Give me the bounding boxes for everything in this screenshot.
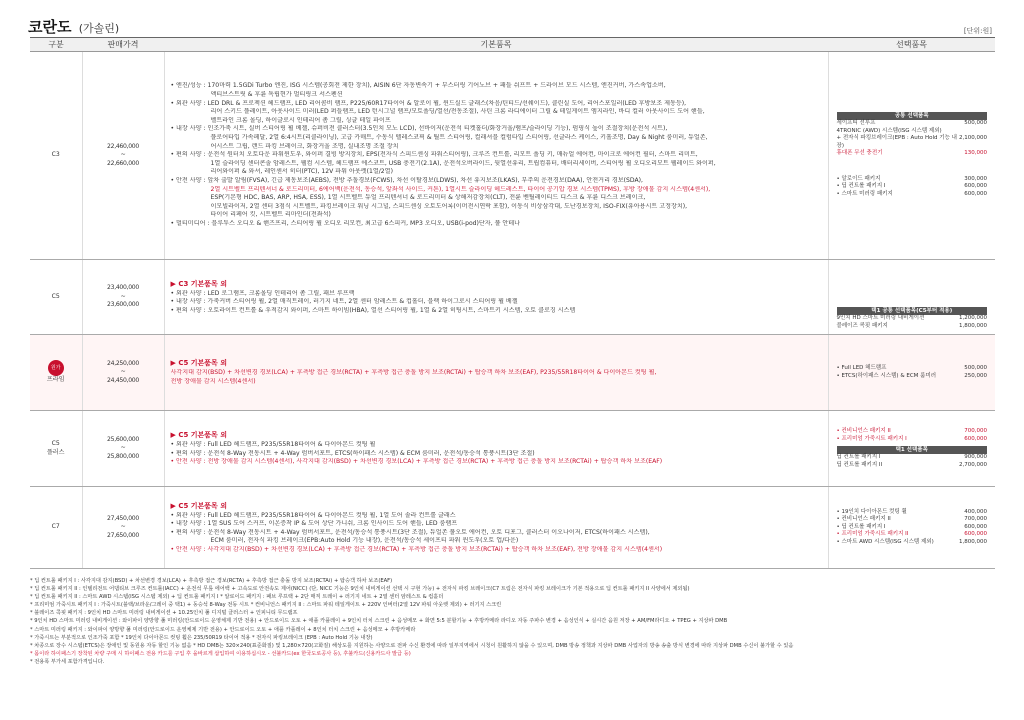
- basic-line: 벨트라인 크롬 몰딩, 하이글로시 인테리어 좀 그릴, 싱글 테일 파이프: [210, 116, 391, 124]
- basic-section-head: ▶ C5 기본품목 외: [170, 359, 228, 368]
- basic-line: 타이어 리페어 킷, 시트벨트 리마인더(전좌석): [210, 211, 331, 219]
- price-high: 22,660,000: [107, 159, 139, 167]
- select-one-box: [837, 307, 988, 330]
- footnote: * 가죽시트는 부분적으로 인조가죽 포함 * 19인치 다이아몬드 컷팅 휠은 235/50R19 타이어 적용 * 전자식 파킹브레이크 (EPB : Auto Hold 기능 내장): [30, 634, 373, 641]
- option-line: • 프리미엄 가죽시트 패키지 II 600,000: [836, 531, 987, 538]
- footnote: * 9인치 HD 스마트 미러링 내비게이션 : 와이파이 양방향 풀 미러링(안드로이드 운영체제 기반 전용) + 안드로이드 오토 + 애플 카플레이 + 9인치 터치 스크린 + 음성메모 + 화면 5:5 분할기능 + 후방카메라 라디오 자동 주파수 변경 + 음성인식 + 실시간 음원 저장 + AM/FM라디오 + TPEG + 지상파 DMB: [30, 618, 728, 625]
- price-low: 27,450,000: [107, 514, 139, 522]
- trim-name: C7: [30, 487, 82, 569]
- header-category: 구분: [30, 38, 82, 52]
- basic-section-head: ▶ C5 기본품목 외: [170, 431, 228, 440]
- option-line: • 프리미엄 가죽시트 패키지 I 600,000: [836, 435, 987, 442]
- select-one-box-title: 택1 선택품목: [837, 446, 988, 454]
- table-row-c3: [30, 52, 995, 260]
- option-line: • 컨비니언스 패키지 II 700,000: [836, 516, 987, 523]
- option-line: • 스마트 미러링 패키지 600,000: [836, 191, 987, 198]
- page-title: [28, 16, 119, 37]
- option-line: • 19인치 다이아몬드 컷팅 휠 400,000: [836, 508, 987, 515]
- basic-line: 전방 장애물 감지 시스템(4센서): [170, 378, 256, 385]
- table-row-prime: [30, 335, 995, 411]
- basic-items: [164, 335, 828, 411]
- price-tilde: ~: [120, 368, 126, 376]
- footnote: * 블레이즈 콕핏 패키지 : 9인치 HD 스마트 미러링 내비게이션 + 10.25인치 풀 디지털 클러스터 + 인피니티 무드램프: [30, 610, 298, 617]
- table-row-c7: [30, 487, 995, 569]
- basic-line: • 편의 사양 : 오토라이트 컨트롤 & 우적감지 와이퍼, 스마트 하이빔(HBA), 열선 스티어링 휠, 1열 & 2열 히팅시트, 스마트키 시스템, 오토 클로징 시스템: [170, 306, 576, 314]
- price-range: [82, 335, 164, 411]
- basic-line: 리어와이퍼 & 와셔, 레인센서 히터(PTC), 12V 파워 아웃렛(1열/2열): [210, 168, 393, 176]
- select-one-box: [837, 446, 988, 469]
- footnotes: [30, 577, 995, 666]
- basic-line: • 외관 사양 : LED 로그램프, 크롬몰딩 인테리어 좀 그릴, 패브 루프랙: [170, 289, 355, 297]
- price-range: [82, 52, 164, 260]
- basic-line: ESP(기본형 HDC, BAS, ARP, HSA, ESS), 1열 시트벨트 듀얼 프리텐셔너 & 로드리미터 & 상해저감장치(CLT), 전륜 벤틸레이티드 디스크 & 후륜 디스크 브레이크,: [210, 194, 646, 202]
- table-header-row: [30, 38, 995, 52]
- price-tilde: ~: [120, 151, 126, 159]
- basic-line: 1열 슬라이딩 센터콘솔 암레스트, 웰컴 시스템, 헤드램프 에스코트, USB 충전기(2.1A), 운전석오버라이드, 뒷열선유리, 트립컴퓨터, 배터리세이버, 스티어링 휠 오디오리모트 웰레이드 와이퍼,: [210, 159, 716, 167]
- basic-line: • 내장 사양 : 가죽커버 스티어링 휠, 2열 매직트레이, 러기지 네트, 2열 센터 암레스트 & 컵홀더, 블랙 하이그로시 스티어링 휠 베젤: [170, 298, 518, 306]
- price-table: [30, 37, 995, 569]
- footnote: * 전용폭 부가세 포함가격입니다.: [30, 658, 105, 665]
- price-tilde: ~: [120, 523, 126, 531]
- price-low: 24,250,000: [107, 359, 139, 367]
- select-one-box-title: 택1 공통 선택품목(C5부터 적용): [837, 307, 988, 315]
- trim-label-2: 플러스: [46, 448, 65, 456]
- option-items: [828, 411, 995, 487]
- unit-label: [단위:원]: [963, 27, 992, 35]
- trim-name: C5: [30, 260, 82, 335]
- option-line: • ETCS(하이패스 시스템) & ECM 룸미러 250,000: [836, 372, 987, 379]
- header-options: 선택품목: [828, 38, 995, 52]
- footnote: * 몸이라 하이패스기 장착된 차량 구매 시 하이패스 전용 카드를 구입 후 을바르게 삽입하여 이용하십시오 - 선불카드(ex 한국도로공사 등), 후불카드(신용카드사 발급 등): [30, 650, 411, 657]
- basic-line: • 안전 사양 : 전방 장애물 감지 시스템(4센서), 사각지대 감지(BSD) + 차선변경 경보(LCA) + 후측방 접근 경보(RCTA) + 후측방 접근 충돌 방지 보조(RCTAi) + 탑승객 하차 보조(EAF): [170, 458, 663, 466]
- price-low: 23,400,000: [107, 284, 139, 292]
- basic-line: 사각지대 감지(BSD) + 차선변경 경보(LCA) + 후측방 접근 경보(RCTA) + 후측방 접근 충돌 방지 보조(RCTAi) + 탑승객 하차 보조(EAF), P235/55R18타이어 & 다이아몬드 컷팅 휠,: [170, 369, 657, 377]
- basic-line: 리어 스키드 플레이트, 아웃사이드 미러(LED 퍼들램프, LED 턴시그널 램프/모토폴딩/열선/전동조절), 사틴 크롬 라디에이터 그릴 & 테일게이트 엠지라인, 바디 컬러 아웃사이드 도어 핸들,: [210, 108, 705, 116]
- basic-line: • 편의 사양 : 운전석 8-Way 전동시트 + 4-Way 럼버서포트, ETCS(하이패스 시스템) & ECM 룸미러, 운전석/동승석 통풍시트(3단 조절): [170, 449, 535, 457]
- price-high: 24,450,000: [107, 376, 139, 384]
- footnote: * 딥 컨트롤 패키지 I : 사각지대 감지(BSD) + 차선변경 경보(LCA) + 후측방 접근 경보(RCTA) + 후측방 접근 충돌 방지 보조(RCTAi) + 탑승객 하차 보조(EAF): [30, 578, 393, 584]
- option-row: 딥 컨트롤 패키지 II 2,700,000: [836, 461, 987, 468]
- common-option-box: [837, 112, 988, 158]
- trim-name: C3: [30, 52, 82, 260]
- table-row-c5-plus: [30, 411, 995, 487]
- basic-line: • 외관 사양 : LED DRL & 프로젝션 헤드램프, LED 리어콤비 램프, P225/60R17타이어 & 알로이 휠, 윈드실드 글래스(차음/틴티드/선쉐이드), 클린실 도어, 리어스포일러(LED 후방보조 제동등),: [170, 99, 687, 107]
- basic-line: • 엔진/성능 : 170마력 1.5GDi Turbo 엔진, ISG 시스템(공회전 제한 장치), AISIN 6단 자동변속기 + 부스터링 기어노브 + 패들 쉬프트 + 드라이브 모드 시스템, 엔진커버, 가스속업소버,: [170, 82, 666, 90]
- option-row: 휴대폰 무선 충전기 130,000: [836, 150, 987, 157]
- price-range: [82, 260, 164, 335]
- header-basic: 기본품목: [164, 38, 828, 52]
- option-items: [828, 52, 995, 260]
- basic-line: 이모빌라이저, 2열 센터 3점식 시트벨트, 파킹브레이크 워닝 시그널, 스피드센싱 오토도어록(이머전시연락 포함), 이동식 비상삼각대, 도난경보장치, ISO-FIX(유아용시트 고정장치),: [210, 202, 688, 210]
- option-line: • 딥 컨트롤 패키지 I 600,000: [836, 183, 987, 190]
- basic-items: [164, 52, 828, 260]
- trim-label: C5: [51, 439, 60, 447]
- basic-line: • 편의 사양 : 운전석 8-Way 전동시트 + 4-Way 럼버서포트, 운전석/동승석 통풍시트(3단 조절), 듀얼존 풀오토 에어컨, 오토 디포그, 클러스터 이오나이저, ETCS(하이패스 시스템),: [170, 528, 650, 536]
- table-row-c5: [30, 260, 995, 335]
- basic-items: [164, 411, 828, 487]
- basic-section-head: ▶ C5 기본품목 외: [170, 501, 228, 510]
- basic-section-head: ▶ C3 기본품목 외: [170, 279, 228, 288]
- basic-line: • 외관 사양 : Full LED 헤드램프, P235/55R18타이어 & 다이아몬드 컷팅 휠: [170, 441, 376, 449]
- footnote: * 딥 컨트롤 패키지 II : 스마트 AWD 시스템(ISG 시스템 제외) + 딥 컨트롤 패키지 I * 알로이드 패키지 : 패브 루프랙 + 2단 매직 트레이 + 러기지 네트 + 2열 센터 암레스트 & 컵홀더: [30, 594, 444, 601]
- option-line: • 딥 컨트롤 패키지 I 600,000: [836, 523, 987, 530]
- price-high: 27,650,000: [107, 531, 139, 539]
- basic-items: [164, 260, 828, 335]
- footnote: * 스마트 미러링 패키지 : 와이파이 양방향 풀 미러링(안드로이드 운영체제 기반 전용) + 안드로이드 오토 + 애플 카플레이 + 8인치 터치 스크린 + 음성메모 + 후방카메라: [30, 626, 416, 633]
- basic-line: • 외관 사양 : Full LED 헤드램프, P235/55R18타이어 & 다이아몬드 컷팅 휠, 1열 도어 솔라 컨트롤 글래스: [170, 511, 456, 519]
- option-line: • 컨비니언스 패키지 II 700,000: [836, 427, 987, 434]
- option-line: • 알로이드 패키지 300,000: [836, 175, 987, 182]
- basic-line: ECM 룸미러, 전자식 파킹 브레이크(EPB:Auto Hold 기능 내장), 운전석/동승석 세이프티 파워 윈도우(오토 업/다운): [210, 537, 519, 545]
- price-tilde: ~: [120, 444, 126, 452]
- header-price: 판매가격: [82, 38, 164, 52]
- option-row: 블레이즈 콕핏 패키지 1,800,000: [836, 322, 987, 329]
- trim-label: 프라임: [46, 376, 65, 384]
- footnote: * 딥 컨트롤 패키지 II : 인텔리전트 어댑티브 크루즈 컨트롤(IACC) + 운전석 무릎 에어백 + 고속도로 안전속도 제어(NICC) (단, NICC 기능은 9인치 내비게이션 선택 시 구현 가능) + 전자식 파킹 브레이크(C7 트림은 전자식 파킹 브레이크가 기본 적용으로 딥 컨트롤 패키지 II 사양에서 제외됨): [30, 586, 690, 593]
- price-tilde: ~: [120, 292, 126, 300]
- option-row: 세이프티 선루프 500,000: [836, 120, 987, 127]
- option-line: • Full LED 헤드램프 500,000: [836, 364, 987, 371]
- option-items: [828, 335, 995, 411]
- basic-line: • 내장 사양 : 인조가죽 시트, 실버 스티어링 휠 베젤, 슈퍼비전 클러스터(3.5인치 모노 LCD), 선바이저(운전석 티켓홀더/화장거울/램프/슬라이딩 기능), 펌핑식 높이 조절장치(운전석 시트),: [170, 125, 668, 133]
- trim-name: [30, 335, 82, 411]
- basic-line: 어시스트 그립, 랜드 파킹 브레이크, 화장거울 조명, 실내조명 조절 장치: [210, 142, 399, 150]
- trim-name: [30, 411, 82, 487]
- basic-line: 액티브스트릿 & 후륜 독립현가 멀티링크 서스펜션: [210, 91, 343, 99]
- basic-line: • 안전 사양 : 앞차 출발 알림(FVSA), 긴급 제동보조(AEBS), 전방 추돌경보(FCWS), 차선 이탈경보(LDWS), 차선 유지보조(LKAS), 부주의 운전경보(DAA), 안전거리 경보(SDA),: [170, 176, 643, 184]
- footnote: * 프리미엄 가죽시트 패키지 I : 가죽시트(블랙/브라운/그레이 중 택1) + 동승석 8-Way 전동 시트 * 컨비니언스 패키지 II : 스마트 파워 테일게이트 + 220V 인버터(2열 12V 파워 아웃렛 제외) + 러기지 스크린: [30, 602, 502, 609]
- basic-line: • 편의 사양 : 운전석 원터치 오토다운 파워윈도우, 와이퍼 결빙 방지장치, EPS(전자식 스피드센싱 파워스티어링), 크루즈 컨트롤, 리모트 폴딩 키, 매뉴얼 에어컨, 마이크로 에어컨 필터, 스마트 리미트,: [170, 151, 698, 159]
- option-row: + 전자식 파킹브레이크(EPB : Auto Hold 기능 내장) 2,100,000: [836, 135, 987, 149]
- basic-line: 플로어타입 가속페달, 2열 6:4시트(리클라이닝), 고급 카매트, 수동식 텔레스코픽 & 틸트 스티어링, 컬래셔블 컬럼타입 스티어링, 선글라스 케이스, 키홀조명, Day & Night 룸미러, 듀얼존,: [210, 134, 708, 142]
- basic-line: 2열 시트벨트 프리텐셔너 & 로드리미터, 6에어백(운전석, 동승석, 앞좌석 사이드, 커튼), 1열시트 슬라이딩 헤드레스트, 타이어 공기압 경보 시스템(TPMS), 후방 장애물 감지 시스템(4센서),: [210, 185, 711, 193]
- price-low: 22,460,000: [107, 142, 139, 150]
- basic-line: • 안전 사양 : 사각지대 감지(BSD) + 차선변경 경보(LCA) + 후측방 접근 경보(RCTA) + 후측방 접근 충돌 방지 보조(RCTAi) + 탑승객 하차 보조(EAF), 전방 장애물 감지 시스템(4센서): [170, 545, 663, 553]
- price-range: [82, 411, 164, 487]
- price-low: 25,600,000: [107, 435, 139, 443]
- option-row: 딥 컨트롤 패키지 I 900,000: [836, 454, 987, 461]
- option-row: 9인치 HD 스마트 미러링 내비게이션 1,200,000: [836, 315, 987, 321]
- price-range: [82, 487, 164, 569]
- title-text: 코란도: [28, 18, 72, 36]
- price-high: 25,800,000: [107, 452, 139, 460]
- option-row: 4TRONIC (AWD) 시스템(ISG 시스템 제외): [836, 127, 942, 134]
- subtitle-text: (가솔린): [78, 22, 120, 35]
- basic-items: [164, 487, 828, 569]
- prime-badge-icon: 원가: [48, 360, 64, 376]
- footnote: * 차종으로 장수 시스템(ETCS)은 장애인 및 동원용 자동 할인 기능 없음 * HD DMB는 320×240(표준화질) 및 1,280×720(고화질) 해상도를 지원하는 사양으로 전파 수신 환경에 따라 일부지역에서 시청이 원활하지 않을 수 있으며, DMB 방송 정책과 지상파 DMB 사업자의 방송 송출 방식 변경에 따라 지상파 DMB 수신이 불가할 수 있음: [30, 642, 794, 649]
- basic-line: • 내장 사양 : 1열 SUS 도어 스커프, 이온증착 IP & 도어 상단 가니쉬, 크롬 인사이드 도어 핸들, LED 룸램프: [170, 520, 458, 528]
- option-line: • 스마트 AWD 시스템(ISG 시스템 제외) 1,800,000: [836, 538, 987, 545]
- option-items: [828, 487, 995, 569]
- option-items: [828, 260, 995, 335]
- common-option-box-title: 공통 선택품목: [837, 112, 988, 120]
- price-high: 23,600,000: [107, 301, 139, 309]
- basic-line: • 멀티미디어 : 블루투스 오디오 & 핸즈프리, 스티어링 휠 오디오 리모컨, 최고급 6스피커, MP3 오디오, USB(i-pod)단자, 풀 안테나: [170, 219, 521, 227]
